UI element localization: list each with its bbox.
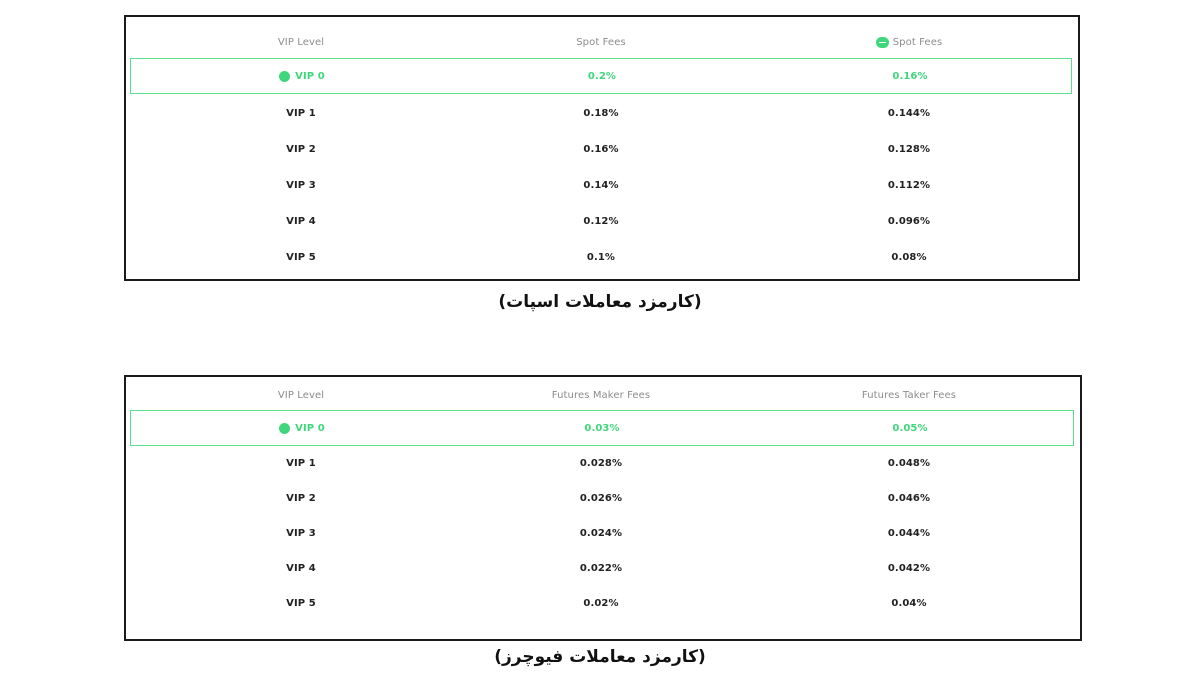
- table-row: [126, 131, 1078, 167]
- vip-level-cell: VIP 1: [286, 107, 316, 119]
- header-spot-fees: Spot Fees: [576, 36, 626, 48]
- green-dot-icon: [279, 423, 290, 434]
- maker-fee-cell: 0.024%: [579, 527, 623, 539]
- taker-fee-cell: 0.048%: [887, 457, 931, 469]
- futures-fees-table: [124, 375, 1082, 641]
- discounted-fee-cell: 0.144%: [887, 107, 931, 119]
- discounted-fee-cell: 0.08%: [891, 251, 927, 263]
- header-discounted-spot-fees-label: Spot Fees: [892, 36, 943, 48]
- maker-fee-cell: 0.028%: [579, 457, 623, 469]
- table-row: [126, 95, 1078, 131]
- vip-level-cell: VIP 4: [286, 215, 316, 227]
- maker-fee-cell: 0.026%: [579, 492, 623, 504]
- vip-level-cell: [227, 411, 377, 445]
- discounted-fee-cell: 0.16%: [892, 70, 928, 82]
- spot-fee-cell: 0.18%: [583, 107, 619, 119]
- green-dot-icon: [279, 71, 290, 82]
- table-row: [126, 585, 1080, 621]
- vip-level-cell: VIP 3: [286, 179, 316, 191]
- vip-level-cell: VIP 2: [286, 492, 316, 504]
- spot-fee-cell: 0.2%: [587, 70, 617, 82]
- table-row: [126, 239, 1078, 275]
- vip-level-cell: VIP 4: [286, 562, 316, 574]
- table-row: [126, 515, 1080, 551]
- table-row: [126, 550, 1080, 586]
- taker-fee-cell: 0.044%: [887, 527, 931, 539]
- taker-fee-cell: 0.05%: [892, 422, 928, 434]
- spot-fees-caption: (کارمزد معاملات اسپات): [498, 292, 702, 312]
- spot-fee-cell: 0.1%: [586, 251, 616, 263]
- table-row: [126, 480, 1080, 516]
- header-futures-maker-fees: Futures Maker Fees: [551, 389, 651, 401]
- vip-level-cell: VIP 3: [286, 527, 316, 539]
- table-row-current-level: [130, 58, 1072, 94]
- table-row: [126, 167, 1078, 203]
- table-row: [126, 203, 1078, 239]
- header-discounted-spot-fees: [834, 24, 984, 60]
- vip-level-cell: VIP 5: [286, 251, 316, 263]
- table-row-current-level: [130, 410, 1074, 446]
- maker-fee-cell: 0.02%: [583, 597, 619, 609]
- spot-fee-cell: 0.16%: [583, 143, 619, 155]
- header-vip-level: VIP Level: [277, 389, 325, 401]
- spot-fee-cell: 0.12%: [583, 215, 619, 227]
- maker-fee-cell: 0.022%: [579, 562, 623, 574]
- vip-level-cell: VIP 1: [286, 457, 316, 469]
- vip-level-label: VIP 0: [295, 422, 325, 434]
- header-futures-taker-fees: Futures Taker Fees: [861, 389, 957, 401]
- spot-fees-table: [124, 15, 1080, 281]
- vip-level-label: VIP 0: [295, 70, 325, 82]
- maker-fee-cell: 0.03%: [584, 422, 620, 434]
- discounted-fee-cell: 0.128%: [887, 143, 931, 155]
- vip-level-cell: VIP 5: [286, 597, 316, 609]
- header-vip-level: VIP Level: [277, 36, 325, 48]
- taker-fee-cell: 0.042%: [887, 562, 931, 574]
- table-header-row: [126, 24, 1078, 60]
- brand-token-icon: [876, 37, 889, 48]
- vip-level-cell: VIP 2: [286, 143, 316, 155]
- futures-fees-caption: (کارمزد معاملات فیوچرز): [494, 647, 706, 667]
- vip-level-cell: [227, 59, 377, 93]
- discounted-fee-cell: 0.112%: [887, 179, 931, 191]
- taker-fee-cell: 0.04%: [891, 597, 927, 609]
- table-header-row: [126, 377, 1080, 413]
- discounted-fee-cell: 0.096%: [887, 215, 931, 227]
- table-row: [126, 445, 1080, 481]
- spot-fee-cell: 0.14%: [583, 179, 619, 191]
- taker-fee-cell: 0.046%: [887, 492, 931, 504]
